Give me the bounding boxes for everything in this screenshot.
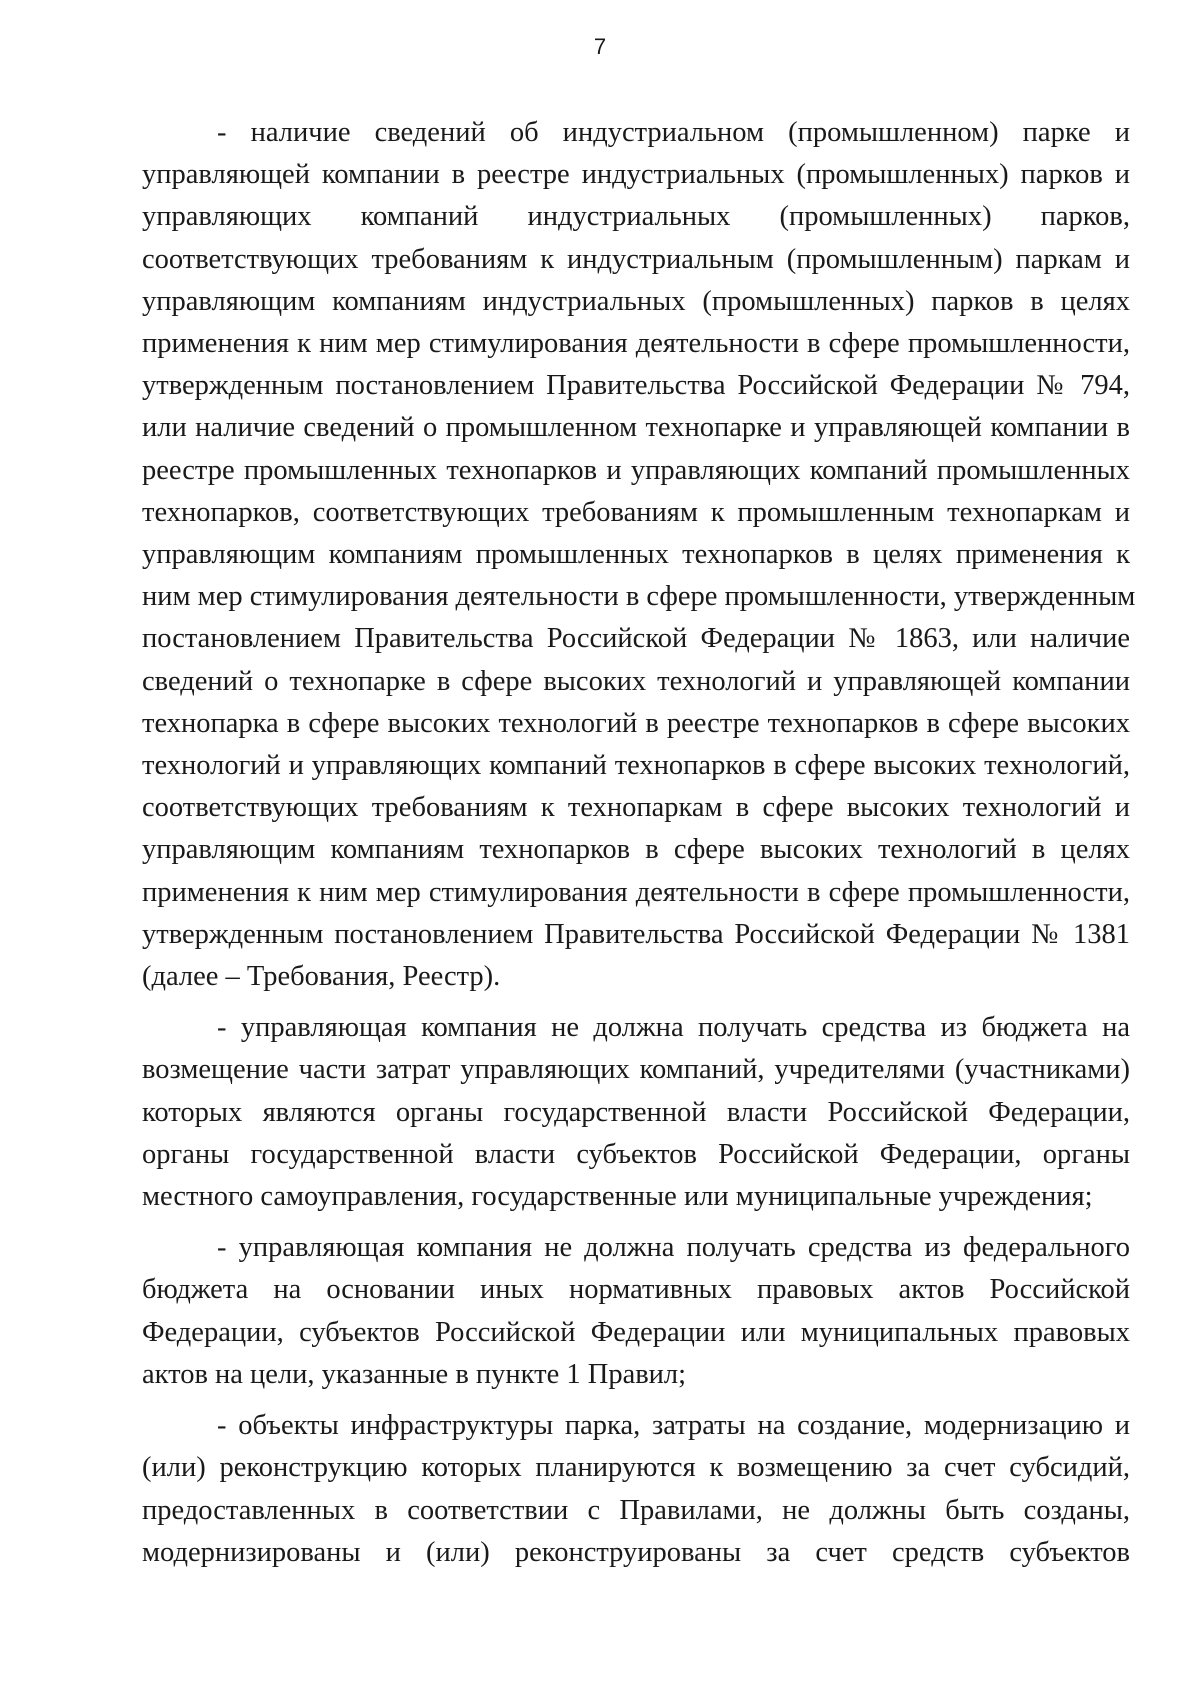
text-line: актов на цели, указанные в пункте 1 Правил; xyxy=(142,1358,687,1390)
text-line: управляющим компаниям технопарков в сфере высоких технологий в целях xyxy=(142,834,1130,866)
text-line: (или) реконструкцию которых планируются к возмещению за счет субсидий, xyxy=(142,1452,1130,1484)
text-line: применения к ним мер стимулирования деятельности в сфере промышленности, xyxy=(142,328,1130,360)
text-line: соответствующих требованиям к технопаркам в сфере высоких технологий и xyxy=(142,792,1130,824)
text-line: - управляющая компания не должна получать средства из федерального xyxy=(217,1232,1130,1264)
text-line: управляющей компании в реестре индустриальных (промышленных) парков и xyxy=(142,159,1130,191)
text-line: возмещение части затрат управляющих компаний, учредителями (участниками) xyxy=(142,1054,1130,1086)
text-line: - наличие сведений об индустриальном (промышленном) парке и xyxy=(217,117,1130,148)
text-line: управляющих компаний индустриальных (промышленных) парков, xyxy=(142,201,1130,233)
text-line: реестре промышленных технопарков и управляющих компаний промышленных xyxy=(142,454,1130,486)
paragraph xyxy=(142,1405,1130,1574)
text-line: сведений о технопарке в сфере высоких технологий и управляющей компании xyxy=(142,665,1130,697)
text-line: или наличие сведений о промышленном технопарке и управляющей компании в xyxy=(142,412,1130,444)
text-line: которых являются органы государственной власти Российской Федерации, xyxy=(142,1096,1130,1128)
text-line: утвержденным постановлением Правительства Российской Федерации № 794, xyxy=(142,370,1130,402)
text-line: местного самоуправления, государственные или муниципальные учреждения; xyxy=(142,1181,1093,1213)
page-number: 7 xyxy=(593,34,607,59)
text-line: утвержденным постановлением Правительства Российской Федерации № 1381 xyxy=(142,918,1130,950)
text-line: ним мер стимулирования деятельности в сфере промышленности, утвержденным xyxy=(142,581,1136,613)
text-line: применения к ним мер стимулирования деятельности в сфере промышленности, xyxy=(142,876,1130,908)
text-line: управляющим компаниям промышленных технопарков в целях применения к xyxy=(142,539,1130,571)
text-line: технопарков, соответствующих требованиям к промышленным технопаркам и xyxy=(142,496,1130,528)
document-body xyxy=(142,112,1136,1574)
text-line: соответствующих требованиям к индустриальным (промышленным) паркам и xyxy=(142,243,1130,275)
text-line: технологий и управляющих компаний технопарков в сфере высоких технологий, xyxy=(142,750,1130,782)
text-line: технопарка в сфере высоких технологий в реестре технопарков в сфере высоких xyxy=(142,707,1130,739)
paragraph xyxy=(142,1007,1130,1218)
text-line: управляющим компаниям индустриальных (промышленных) парков в целях xyxy=(142,285,1130,317)
text-line: органы государственной власти субъектов Российской Федерации, органы xyxy=(142,1138,1130,1170)
paragraph xyxy=(142,112,1136,998)
text-line: - управляющая компания не должна получать средства из бюджета на xyxy=(217,1012,1130,1044)
text-line: бюджета на основании иных нормативных правовых актов Российской xyxy=(142,1274,1130,1306)
text-line: Федерации, субъектов Российской Федерации или муниципальных правовых xyxy=(142,1316,1130,1348)
paragraph xyxy=(142,1227,1130,1396)
text-line: (далее – Требования, Реестр). xyxy=(142,961,501,993)
text-line: предоставленных в соответствии с Правилами, не должны быть созданы, xyxy=(142,1494,1130,1526)
text-line: постановлением Правительства Российской Федерации № 1863, или наличие xyxy=(142,623,1130,655)
text-line: - объекты инфраструктуры парка, затраты на создание, модернизацию и xyxy=(217,1410,1130,1442)
text-line: модернизированы и (или) реконструированы за счет средств субъектов xyxy=(142,1536,1130,1568)
